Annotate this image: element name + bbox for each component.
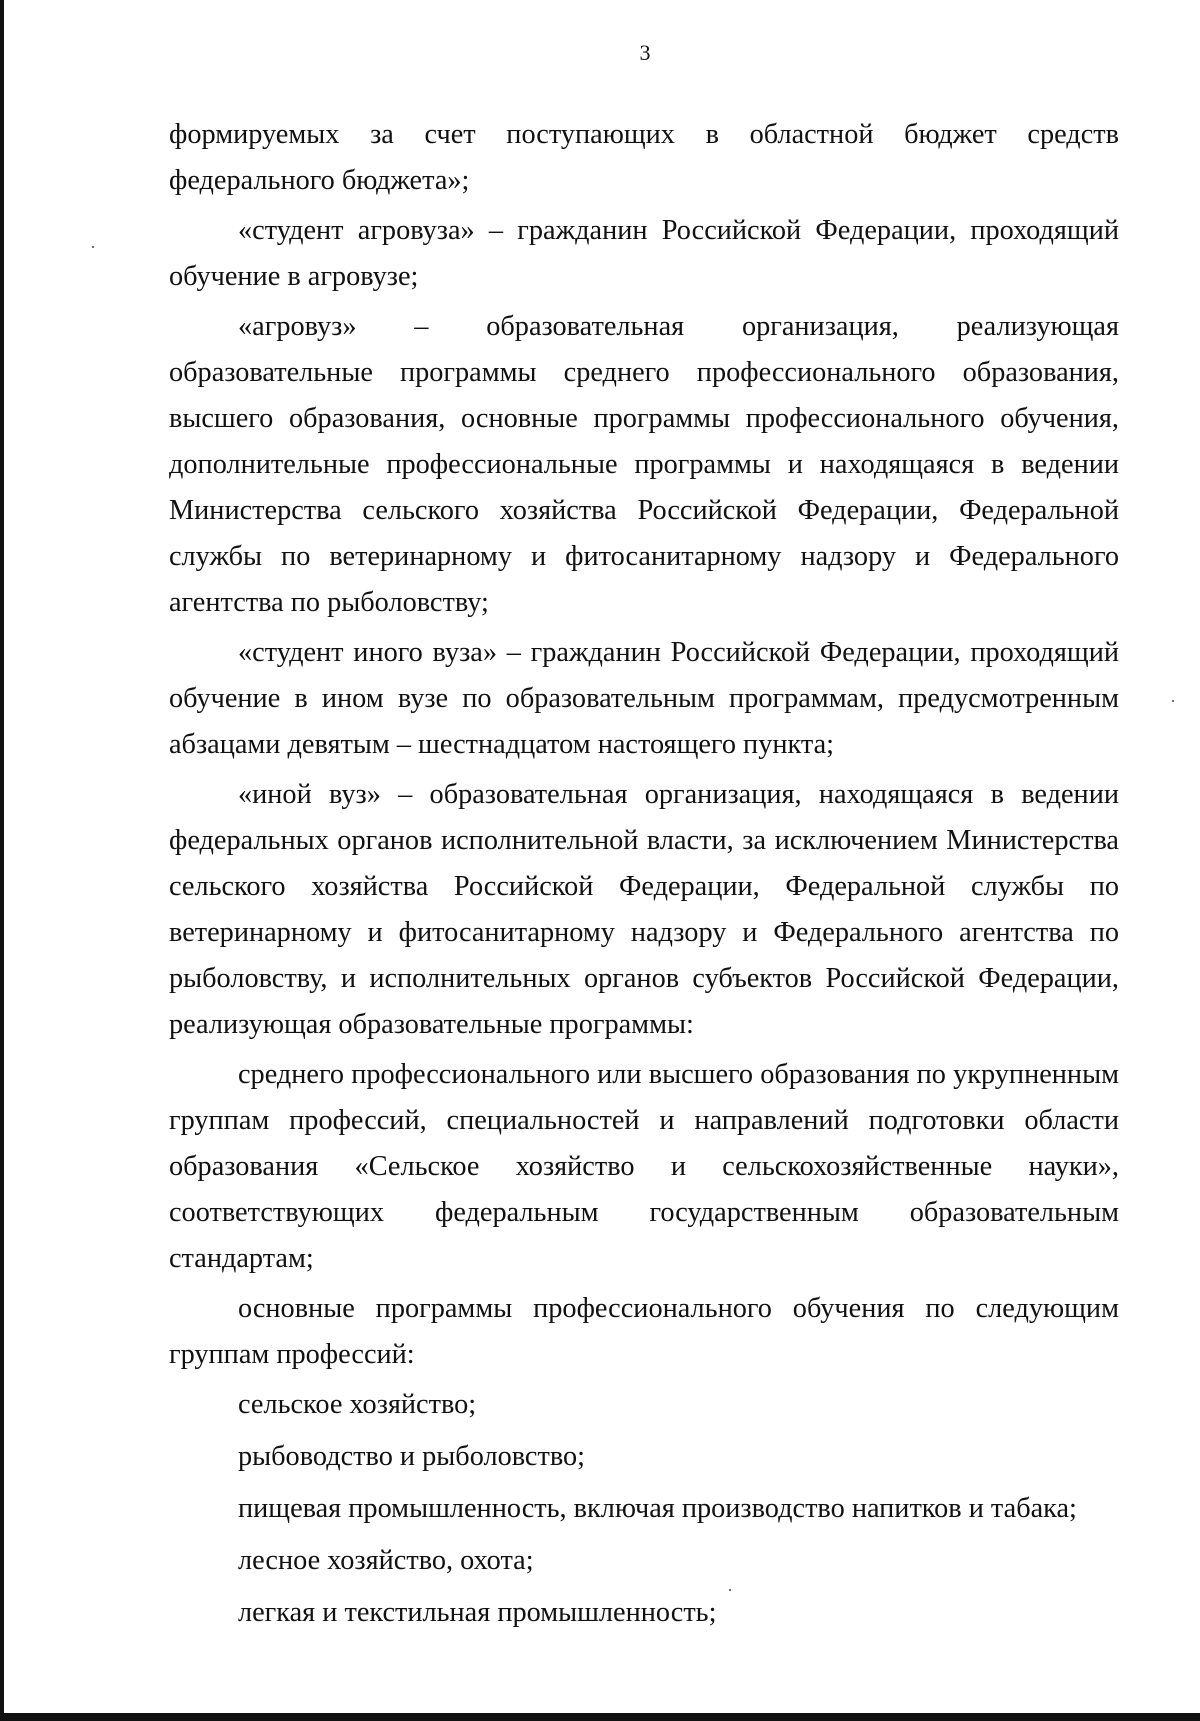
document-body — [169, 112, 1119, 1642]
paragraph: формируемых за счет поступающих в областной бюджет средств федерального бюджета»; — [169, 119, 1119, 196]
list-item: лесное хозяйство, охота; — [238, 1545, 534, 1576]
paragraph: «студент иного вуза» – гражданин Российской Федерации, проходящий обучение в ином вузе по образовательным программам, предусмотренным абзацами девятым – шестнадцатом настоящего пункта; — [169, 637, 1119, 760]
paragraph: «агровуз» – образовательная организация, реализующая образовательные программы среднего профессионального образования, высшего образования, основные программы профессионального обучения, дополнительные профессиональные программы и находящаяся в ведении Министерства сельского хозяйства Российской Федерации, Федеральной службы по ветеринарному и фитосанитарному надзору и Федерального агентства по рыболовству; — [169, 311, 1119, 618]
paragraph: основные программы профессионального обучения по следующим группам профессий: — [169, 1293, 1119, 1370]
paragraph: «студент агровуза» – гражданин Российской Федерации, проходящий обучение в агровузе; — [169, 215, 1119, 292]
page-number: 3 — [639, 40, 651, 65]
paragraph: «иной вуз» – образовательная организация, находящаяся в ведении федеральных органов исполнительной власти, за исключением Министерства сельского хозяйства Российской Федерации, Федеральной службы по ветеринарному и фитосанитарному надзору и Федерального агентства по рыболовству, и исполнительных органов субъектов Российской Федерации, реализующая образовательные программы: — [169, 779, 1119, 1040]
scan-speck — [1172, 700, 1174, 702]
paragraph: среднего профессионального или высшего образования по укрупненным группам профессий, специальностей и направлений подготовки области образования «Сельское хозяйство и сельскохозяйственные науки», соответствующих федеральным государственным образовательным стандартам; — [169, 1059, 1119, 1274]
list-item: рыбоводство и рыболовство; — [238, 1441, 586, 1472]
scan-speck — [92, 246, 94, 248]
scan-left-border — [0, 0, 4, 1721]
list-item: сельское хозяйство; — [238, 1389, 477, 1420]
scan-bottom-border — [0, 1713, 1200, 1721]
list-item: пищевая промышленность, включая производство напитков и табака; — [238, 1493, 1077, 1524]
list-item: легкая и текстильная промышленность; — [238, 1597, 717, 1628]
